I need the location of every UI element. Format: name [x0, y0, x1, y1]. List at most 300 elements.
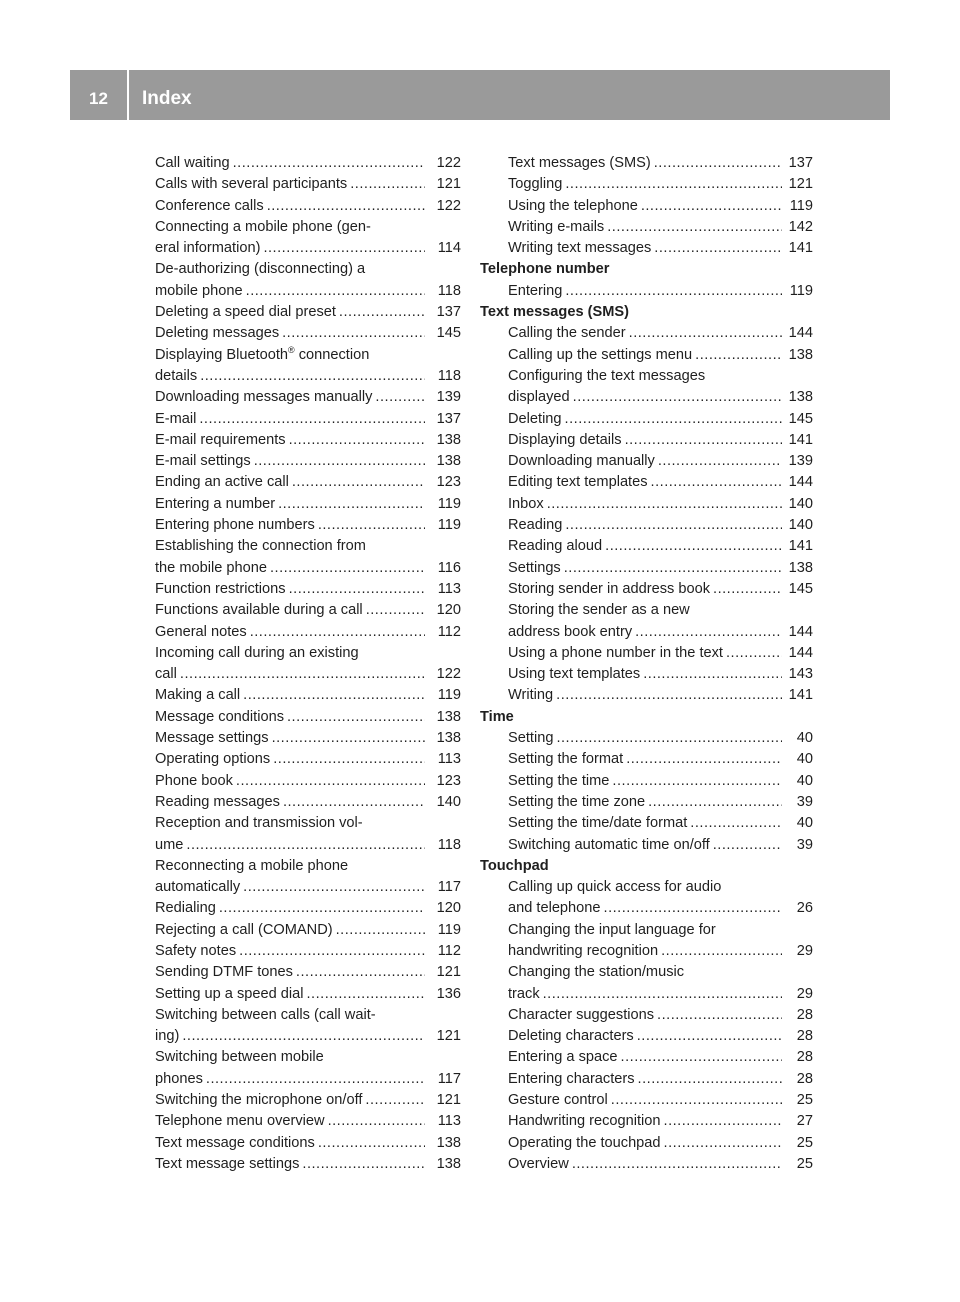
index-entry: [480, 685, 813, 706]
entry-page-number[interactable]: 138: [436, 453, 461, 470]
index-entry: [480, 920, 813, 941]
entry-text: Character suggestions: [508, 1006, 655, 1023]
entry-page-number[interactable]: 138: [436, 708, 461, 725]
entry-text: Function restrictions: [155, 580, 286, 597]
dot-leader: [713, 835, 782, 856]
entry-text: Gesture control: [508, 1092, 608, 1109]
index-entry: [480, 174, 813, 195]
entry-text: Handwriting recognition: [508, 1113, 661, 1130]
entry-page-number[interactable]: 137: [436, 304, 461, 321]
entry-page-number[interactable]: 141: [788, 240, 813, 257]
dot-leader: [254, 451, 425, 472]
dot-leader: [565, 409, 782, 430]
entry-text: Deleting messages: [155, 325, 280, 342]
index-entry: [155, 856, 461, 877]
dot-leader: [625, 430, 782, 451]
entry-text: ume: [155, 836, 184, 853]
index-entry: [155, 877, 461, 898]
entry-page-number[interactable]: 117: [437, 1070, 461, 1087]
entry-text: Reconnecting a mobile phone: [155, 857, 349, 874]
dot-leader: [654, 153, 782, 174]
index-entry: [155, 281, 461, 302]
dot-leader: [289, 579, 425, 600]
entry-page-number[interactable]: 138: [436, 1155, 461, 1172]
index-entry: [155, 898, 461, 919]
entry-text: and telephone: [508, 900, 601, 917]
entry-text: handwriting recognition: [508, 942, 659, 959]
index-entry: [155, 302, 461, 323]
index-entry: [480, 494, 813, 515]
index-entry: [480, 536, 813, 557]
dot-leader: [726, 643, 782, 664]
entry-page-number[interactable]: 28: [796, 1028, 813, 1045]
dot-leader: [695, 345, 782, 366]
index-entry: [155, 174, 461, 195]
index-entry: [155, 835, 461, 856]
dot-leader: [657, 1005, 782, 1026]
entry-page-number[interactable]: 117: [437, 879, 461, 896]
entry-page-number[interactable]: 119: [789, 282, 813, 299]
entry-page-number[interactable]: 144: [788, 325, 813, 342]
entry-page-number[interactable]: 27: [796, 1113, 813, 1130]
index-entry: [480, 984, 813, 1005]
entry-page-number[interactable]: 139: [436, 389, 461, 406]
index-entry: [480, 792, 813, 813]
entry-page-number[interactable]: 123: [436, 474, 461, 491]
dot-leader: [302, 1154, 425, 1175]
entry-page-number[interactable]: 29: [796, 942, 813, 959]
entry-text: E-mail requirements: [155, 431, 286, 448]
entry-page-number[interactable]: 39: [796, 836, 813, 853]
index-entry: [480, 1005, 813, 1026]
entry-page-number[interactable]: 122: [436, 666, 461, 683]
entry-text: Telephone menu overview: [155, 1113, 325, 1130]
entry-text: Toggling: [508, 176, 563, 193]
dot-leader: [180, 664, 425, 685]
dot-leader: [690, 813, 782, 834]
entry-page-number[interactable]: 140: [788, 517, 813, 534]
dot-leader: [626, 749, 782, 770]
dot-leader: [604, 898, 782, 919]
dot-leader: [664, 1133, 782, 1154]
dot-leader: [306, 984, 425, 1005]
dot-leader: [199, 409, 425, 430]
entry-page-number[interactable]: 121: [436, 1092, 461, 1109]
dot-leader: [713, 579, 782, 600]
index-entry: [480, 387, 813, 408]
dot-leader: [564, 558, 782, 579]
dot-leader: [206, 1069, 425, 1090]
entry-text: Using the telephone: [508, 197, 638, 214]
entry-page-number[interactable]: 120: [436, 900, 461, 917]
index-entry: [155, 643, 461, 664]
entry-page-number[interactable]: 114: [437, 240, 461, 257]
index-heading: [480, 302, 813, 323]
entry-text: Storing sender in address book: [508, 580, 711, 597]
entry-page-number[interactable]: 25: [796, 1155, 813, 1172]
entry-text: Phone book: [155, 772, 233, 789]
entry-page-number[interactable]: 28: [796, 1070, 813, 1087]
dot-leader: [278, 494, 425, 515]
dot-leader: [573, 387, 782, 408]
entry-page-number[interactable]: 121: [436, 176, 461, 193]
index-entry: [155, 685, 461, 706]
entry-text: Reading messages: [155, 793, 280, 810]
entry-text: Overview: [508, 1155, 569, 1172]
entry-text: Calling up quick access for audio: [508, 879, 722, 896]
entry-page-number[interactable]: 118: [437, 836, 461, 853]
dot-leader: [612, 771, 782, 792]
entry-text: Changing the input language for: [508, 921, 716, 938]
index-entry: [155, 345, 461, 366]
index-entry: [155, 494, 461, 515]
entry-text: Safety notes: [155, 942, 237, 959]
entry-text: automatically: [155, 879, 241, 896]
dot-leader: [270, 558, 425, 579]
entry-text: Changing the station/music: [508, 964, 685, 981]
index-entry: [155, 962, 461, 983]
index-entry: [480, 622, 813, 643]
index-entry: [155, 1047, 461, 1068]
entry-text: Ending an active call: [155, 474, 289, 491]
index-entry: [480, 1154, 813, 1175]
entry-page-number[interactable]: 121: [436, 1028, 461, 1045]
entry-page-number[interactable]: 116: [437, 559, 461, 576]
dot-leader: [289, 430, 425, 451]
entry-page-number[interactable]: 120: [436, 602, 461, 619]
index-entry: [480, 749, 813, 770]
entry-text: Reading aloud: [508, 538, 603, 555]
entry-page-number[interactable]: 136: [436, 985, 461, 1002]
index-entry: [155, 558, 461, 579]
index-entry: [480, 558, 813, 579]
entry-text: General notes: [155, 623, 247, 640]
entry-page-number[interactable]: 40: [796, 751, 813, 768]
dot-leader: [641, 196, 782, 217]
dot-leader: [233, 153, 425, 174]
entry-page-number[interactable]: 137: [788, 155, 813, 171]
entry-text: ing): [155, 1028, 180, 1045]
entry-page-number[interactable]: 118: [437, 282, 461, 299]
index-entry: [480, 898, 813, 919]
index-entry: [480, 153, 813, 174]
entry-page-number[interactable]: 139: [788, 453, 813, 470]
entry-text: Setting the time/date format: [508, 815, 688, 832]
index-entry: [480, 196, 813, 217]
entry-text: Calling up the settings menu: [508, 346, 693, 363]
entry-text: Incoming call during an existing: [155, 644, 359, 661]
entry-text: De-authorizing (disconnecting) a: [155, 261, 366, 278]
index-entry: [155, 792, 461, 813]
entry-page-number[interactable]: 119: [437, 687, 461, 704]
entry-page-number[interactable]: 118: [437, 367, 461, 384]
index-entry: [155, 1026, 461, 1047]
dot-leader: [565, 281, 782, 302]
entry-text: Redialing: [155, 900, 216, 917]
index-entry: [155, 323, 461, 344]
entry-page-number[interactable]: 113: [437, 1113, 461, 1130]
dot-leader: [182, 1026, 425, 1047]
dot-leader: [651, 472, 782, 493]
entry-page-number[interactable]: 39: [796, 793, 813, 810]
entry-page-number[interactable]: 141: [788, 538, 813, 555]
entry-text: Switching automatic time on/off: [508, 836, 710, 853]
entry-text: Switching between mobile: [155, 1049, 324, 1066]
entry-text: Reception and transmission vol-: [155, 815, 363, 832]
entry-text: Telephone number: [480, 261, 610, 278]
entry-page-number[interactable]: 138: [436, 1134, 461, 1151]
entry-text: Entering phone numbers: [155, 517, 315, 534]
entry-page-number[interactable]: 138: [788, 389, 813, 406]
index-entry: [155, 387, 461, 408]
dot-leader: [296, 962, 425, 983]
dot-leader: [287, 707, 425, 728]
entry-text: Displaying Bluetooth® connection: [155, 344, 370, 363]
entry-text: Message conditions: [155, 708, 284, 725]
dot-leader: [350, 174, 425, 195]
dot-leader: [339, 302, 425, 323]
entry-page-number[interactable]: 123: [436, 772, 461, 789]
index-heading: [480, 707, 813, 728]
index-entry: [480, 1047, 813, 1068]
dot-leader: [605, 536, 782, 557]
entry-page-number[interactable]: 122: [436, 155, 461, 171]
dot-leader: [239, 941, 425, 962]
dot-leader: [318, 515, 425, 536]
dot-leader: [637, 1026, 782, 1047]
index-entry: [155, 707, 461, 728]
index-entry: [155, 1069, 461, 1090]
index-entry: [155, 1111, 461, 1132]
entry-page-number[interactable]: 119: [437, 495, 461, 512]
entry-text: Connecting a mobile phone (gen-: [155, 218, 371, 235]
index-entry: [155, 941, 461, 962]
entry-page-number[interactable]: 144: [788, 644, 813, 661]
entry-text: Entering characters: [508, 1070, 635, 1087]
entry-text: call: [155, 666, 177, 683]
page-number: 12: [89, 89, 108, 108]
entry-text: Operating options: [155, 751, 271, 768]
dot-leader: [643, 664, 782, 685]
index-entry: [155, 366, 461, 387]
entry-page-number[interactable]: 119: [789, 197, 813, 214]
dot-leader: [556, 728, 782, 749]
entry-page-number[interactable]: 121: [788, 176, 813, 193]
index-heading: [480, 259, 813, 280]
entry-page-number[interactable]: 26: [796, 900, 813, 917]
index-entry: [480, 430, 813, 451]
entry-text: Text messages (SMS): [508, 155, 651, 171]
page-header: [70, 70, 890, 120]
entry-page-number[interactable]: 119: [437, 517, 461, 534]
entry-text: Inbox: [508, 495, 544, 512]
entry-page-number[interactable]: 28: [796, 1049, 813, 1066]
entry-text: Configuring the text messages: [508, 367, 706, 384]
entry-page-number[interactable]: 113: [437, 580, 461, 597]
index-entry: [480, 1090, 813, 1111]
entry-page-number[interactable]: 137: [436, 410, 461, 427]
index-entry: [480, 1026, 813, 1047]
dot-leader: [565, 174, 782, 195]
entry-page-number[interactable]: 40: [796, 815, 813, 832]
index-entry: [480, 643, 813, 664]
index-entry: [155, 259, 461, 280]
entry-text: Downloading messages manually: [155, 389, 373, 406]
entry-page-number[interactable]: 113: [437, 751, 461, 768]
dot-leader: [638, 1069, 782, 1090]
entry-text: Entering a number: [155, 495, 276, 512]
entry-text: Establishing the connection from: [155, 538, 366, 555]
index-entry: [480, 1069, 813, 1090]
dot-leader: [658, 451, 782, 472]
entry-page-number[interactable]: 122: [436, 197, 461, 214]
index-entry: [155, 1090, 461, 1111]
entry-text: Calling the sender: [508, 325, 626, 342]
dot-leader: [375, 387, 425, 408]
entry-page-number[interactable]: 138: [788, 346, 813, 363]
entry-text: Rejecting a call (COMAND): [155, 921, 333, 938]
dot-leader: [246, 281, 425, 302]
entry-page-number[interactable]: 143: [788, 666, 813, 683]
entry-page-number[interactable]: 144: [788, 623, 813, 640]
index-entry: [480, 941, 813, 962]
entry-page-number[interactable]: 25: [796, 1092, 813, 1109]
entry-text: Message settings: [155, 730, 269, 747]
entry-text: Entering: [508, 282, 563, 299]
entry-page-number[interactable]: 141: [788, 687, 813, 704]
entry-text: mobile phone: [155, 282, 243, 299]
entry-text: eral information): [155, 240, 261, 257]
entry-text: address book entry: [508, 623, 633, 640]
entry-text: Using a phone number in the text: [508, 644, 723, 661]
index-entry: [480, 515, 813, 536]
entry-text: Writing text messages: [508, 240, 652, 257]
index-entry: [480, 664, 813, 685]
index-entry: [155, 728, 461, 749]
index-entry: [480, 366, 813, 387]
entry-page-number[interactable]: 121: [436, 964, 461, 981]
entry-page-number[interactable]: 141: [788, 431, 813, 448]
entry-text: displayed: [508, 389, 570, 406]
index-entry: [480, 579, 813, 600]
entry-text: Setting the time zone: [508, 793, 646, 810]
index-entry: [480, 451, 813, 472]
entry-page-number[interactable]: 28: [796, 1006, 813, 1023]
entry-text: Writing: [508, 687, 554, 704]
dot-leader: [621, 1047, 782, 1068]
entry-page-number[interactable]: 140: [788, 495, 813, 512]
dot-leader: [607, 217, 782, 238]
index-entry: [480, 1111, 813, 1132]
index-entry: [480, 1133, 813, 1154]
index-entry: [155, 515, 461, 536]
entry-page-number[interactable]: 40: [796, 730, 813, 747]
entry-text: E-mail settings: [155, 453, 251, 470]
entry-page-number[interactable]: 138: [436, 431, 461, 448]
index-entry: [155, 664, 461, 685]
entry-text: Deleting a speed dial preset: [155, 304, 336, 321]
entry-text: Conference calls: [155, 197, 264, 214]
dot-leader: [611, 1090, 782, 1111]
dot-leader: [556, 685, 782, 706]
entry-page-number[interactable]: 112: [437, 623, 461, 640]
index-entry: [155, 409, 461, 430]
dot-leader: [273, 749, 425, 770]
index-entry: [155, 472, 461, 493]
entry-text: Text message conditions: [155, 1134, 315, 1151]
entry-text: Settings: [508, 559, 561, 576]
entry-page-number[interactable]: 119: [437, 921, 461, 938]
dot-leader: [365, 1090, 425, 1111]
dot-leader: [328, 1111, 425, 1132]
index-entry: [480, 281, 813, 302]
index-entry: [155, 1005, 461, 1026]
index-entry: [155, 196, 461, 217]
entry-page-number[interactable]: 138: [436, 730, 461, 747]
entry-text: Setting the format: [508, 751, 624, 768]
entry-page-number[interactable]: 144: [788, 474, 813, 491]
dot-leader: [661, 941, 782, 962]
index-entry: [155, 1154, 461, 1175]
entry-page-number[interactable]: 25: [796, 1134, 813, 1151]
entry-text: Operating the touchpad: [508, 1134, 661, 1151]
entry-page-number[interactable]: 140: [436, 793, 461, 810]
dot-leader: [664, 1111, 782, 1132]
index-column-left: [155, 153, 461, 1175]
dot-leader: [654, 238, 782, 259]
entry-text: Switching the microphone on/off: [155, 1092, 363, 1109]
dot-leader: [219, 898, 425, 919]
index-entry: [480, 728, 813, 749]
entry-page-number[interactable]: 145: [788, 410, 813, 427]
dot-leader: [565, 515, 782, 536]
entry-page-number[interactable]: 145: [436, 325, 461, 342]
dot-leader: [292, 472, 425, 493]
dot-leader: [572, 1154, 782, 1175]
dot-leader: [543, 984, 782, 1005]
entry-page-number[interactable]: 138: [788, 559, 813, 576]
header-divider: [127, 70, 129, 120]
entry-page-number[interactable]: 145: [788, 580, 813, 597]
dot-leader: [200, 366, 425, 387]
entry-text: Using text templates: [508, 666, 641, 683]
entry-text: Touchpad: [480, 857, 549, 874]
page-title: Index: [142, 88, 192, 109]
index-entry: [155, 430, 461, 451]
entry-page-number[interactable]: 40: [796, 772, 813, 789]
index-entry: [480, 238, 813, 259]
index-entry: [480, 323, 813, 344]
entry-page-number[interactable]: 142: [788, 218, 813, 235]
index-entry: [155, 451, 461, 472]
entry-text: Displaying details: [508, 431, 622, 448]
entry-text: phones: [155, 1070, 203, 1087]
dot-leader: [648, 792, 782, 813]
dot-leader: [272, 728, 425, 749]
entry-text: track: [508, 985, 540, 1002]
entry-text: Deleting characters: [508, 1028, 634, 1045]
index-entry: [480, 409, 813, 430]
dot-leader: [635, 622, 782, 643]
entry-page-number[interactable]: 29: [796, 985, 813, 1002]
entry-page-number[interactable]: 112: [437, 942, 461, 959]
entry-text: Call waiting: [155, 155, 230, 171]
index-entry: [155, 749, 461, 770]
entry-text: Making a call: [155, 687, 241, 704]
index-entry: [480, 345, 813, 366]
index-entry: [480, 813, 813, 834]
entry-text: details: [155, 367, 198, 384]
